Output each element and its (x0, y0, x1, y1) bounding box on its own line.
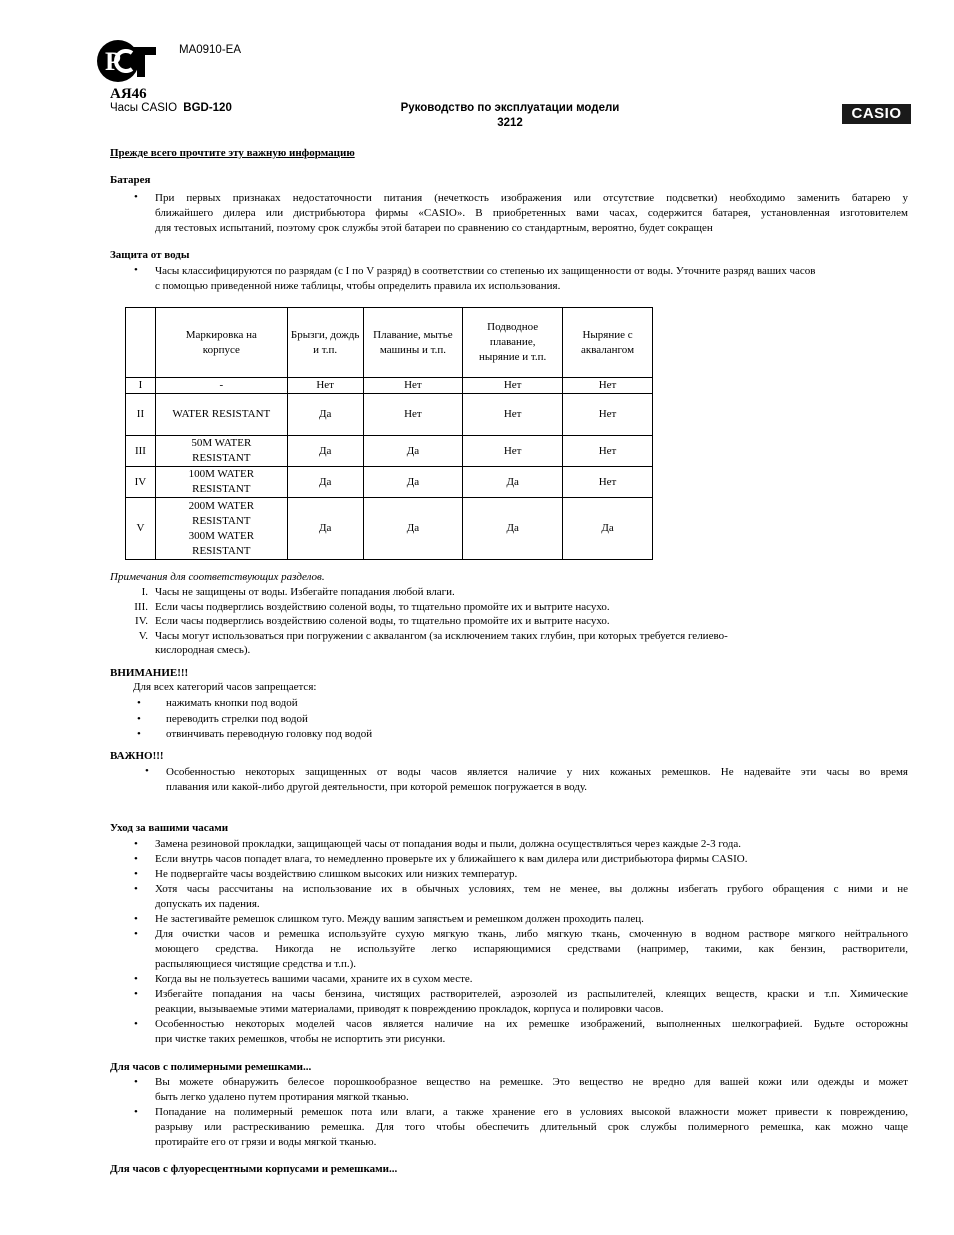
table-cell: WATER RESISTANT (155, 394, 287, 436)
table-cell: Да (363, 436, 463, 467)
care-list (110, 837, 908, 1047)
casio-logo: CASIO (842, 104, 911, 124)
table-cell: Нет (287, 378, 363, 394)
list-item-text: нажимать кнопки под водой (166, 697, 298, 709)
fluorescent-heading: Для часов с флуоресцентными корпусами и ремешками... (110, 1163, 398, 1175)
table-cell: III (126, 436, 156, 467)
text-line: при чистке таких ремешков, чтобы не испортить эти рисунки. (155, 1033, 446, 1045)
doc-code: MA0910-EA (179, 44, 242, 56)
table-cell: Да (363, 498, 463, 560)
table-cell: 100M WATER RESISTANT (155, 467, 287, 498)
list-item-text: переводить стрелки под водой (166, 712, 308, 725)
table-cell: Нет (463, 394, 563, 436)
table-row (126, 436, 653, 467)
table-row (126, 394, 653, 436)
table-header-cell: Брызги, дождь и т.п. (287, 308, 363, 378)
bullet-icon: • (137, 697, 141, 709)
important-heading: ВАЖНО!!! (110, 750, 164, 762)
table-cell: Да (463, 498, 563, 560)
svg-text:Р: Р (105, 47, 121, 76)
cert-code: АЯ46 (110, 86, 147, 102)
table-cell: Нет (563, 378, 653, 394)
text-line: Вы можете обнаружить белесое порошкообразное вещество на ремешке. Это вещество не вредно для вашей кожи или одежды и может (155, 1076, 908, 1088)
table-cell: Да (563, 498, 653, 560)
bullet-icon: • (134, 928, 138, 940)
battery-heading: Батарея (110, 174, 151, 186)
text-line: протирайте его от грязи и воды мягкой тканью. (155, 1136, 377, 1148)
table-cell: - (155, 378, 287, 394)
note-item (110, 614, 830, 629)
table-cell: Нет (563, 467, 653, 498)
text-line: разрыву или растрескиванию ремешка. Для того чтобы обеспечить длительный срок службы полимерного ремешка, как можно чаще (155, 1121, 908, 1133)
list-item (110, 837, 908, 852)
table-cell: Да (287, 498, 363, 560)
manual-title: Руководство по эксплуатации модели (400, 102, 620, 114)
bullet-icon: • (145, 765, 149, 777)
bullet-icon: • (134, 1106, 138, 1118)
list-item (110, 1017, 908, 1047)
table-cell: 50M WATER RESISTANT (155, 436, 287, 467)
list-item (110, 927, 908, 972)
table-cell: Нет (463, 378, 563, 394)
note-number: V. (138, 629, 148, 642)
table-header-cell: Ныряние с аквалангом (563, 308, 653, 378)
text-line: плавания или какой-либо другой деятельности, при которой ремешок погружается в воду. (166, 781, 588, 793)
attention-heading: ВНИМАНИЕ!!! (110, 667, 189, 679)
text-line: Избегайте попадания на часы бензина, чистящих растворителей, аэрозолей из распылителей, клеящих веществ, краски и т.п. Химические (155, 988, 908, 1000)
notes-list (110, 585, 830, 658)
text-line: Попадание на полимерный ремешок пота или влаги, а также хранение его в условиях высокой влажности может привести к повреждению, (155, 1106, 908, 1118)
text-line: Когда вы не пользуетесь вашими часами, храните их в сухом месте. (155, 973, 473, 985)
battery-text (155, 191, 908, 236)
note-number: III. (134, 600, 148, 613)
manual-model: 3212 (497, 117, 523, 129)
attention-intro: Для всех категорий часов запрещается: (133, 681, 317, 693)
note-item (110, 643, 830, 658)
list-item (110, 987, 908, 1017)
bullet-icon: • (134, 191, 138, 203)
table-cell: Да (363, 467, 463, 498)
note-text: Часы не защищены от воды. Избегайте попадания любой влаги. (155, 586, 455, 598)
certification-logo (96, 37, 160, 85)
table-header-cell: Плавание, мытье машины и т.п. (363, 308, 463, 378)
table-row (126, 378, 653, 394)
note-number: I. (141, 586, 148, 598)
table-cell: V (126, 498, 156, 560)
table-cell: Нет (563, 394, 653, 436)
table-cell: Нет (463, 436, 563, 467)
text-line: для тестовых испытаний, поэтому срок службы этой батареи по сравнению со стандартным, вероятно, будет сокращен (155, 222, 713, 234)
text-line: Не застегивайте ремешок слишком туго. Между вашим запястьем и ремешком должен проходить палец. (155, 913, 644, 925)
table-row (126, 498, 653, 560)
text-line: При первых признаках недостаточности питания (нечеткость изображения или отсутствие подсветки) необходимо заменить батарею у (155, 192, 908, 204)
bullet-icon: • (134, 973, 138, 985)
bullet-icon: • (134, 853, 138, 865)
note-item (110, 600, 830, 615)
water-resistance-table (125, 307, 653, 560)
text-line: с помощью приведенной ниже таблицы, чтобы определить правила их использования. (155, 280, 561, 292)
text-line: распыляющиеся чистящие средства и т.п.). (155, 958, 357, 970)
bullet-icon: • (134, 883, 138, 895)
watch-prefix: Часы CASIO (110, 102, 178, 114)
bullet-icon: • (134, 868, 138, 880)
note-number: IV. (135, 615, 148, 627)
table-cell: I (126, 378, 156, 394)
table-cell: IV (126, 467, 156, 498)
note-text: Если часы подверглись воздействию соленой воды, то тщательно промойте их и вытрите насухо. (155, 615, 610, 627)
water-text (155, 264, 908, 294)
table-cell: Да (287, 436, 363, 467)
bullet-icon: • (134, 264, 138, 276)
list-item (110, 912, 908, 927)
note-item (110, 629, 830, 644)
text-line: допускать их падения. (155, 898, 260, 910)
table-row (126, 467, 653, 498)
table-cell: Да (463, 467, 563, 498)
text-line: Если внутрь часов попадет влага, то немедленно проверьте их у ближайшего к вам дилера или дистрибьютора фирмы CASIO. (155, 853, 748, 865)
table-cell: II (126, 394, 156, 436)
table-cell: 200M WATER RESISTANT 300M WATER RESISTANT (155, 498, 287, 560)
list-item (110, 1075, 908, 1105)
bullet-icon: • (137, 728, 141, 740)
bullet-icon: • (137, 712, 141, 725)
important-text (166, 765, 908, 795)
text-line: ближайшего дилера или дистрибьютора фирмы «CASIO». В приобретенных вами часах, содержится батарея, установленная изготовителем (155, 207, 908, 219)
text-line: моющего средства. Никогда не используйте легко испаряющимися средствами (например, такими, как бензин, растворители, (155, 943, 908, 955)
list-item (110, 972, 908, 987)
table-cell: Да (287, 467, 363, 498)
intro-heading: Прежде всего прочтите эту важную информацию (110, 147, 355, 159)
polymer-list (110, 1075, 908, 1150)
note-text: кислородная смесь). (155, 644, 251, 656)
list-item-text: отвинчивать переводную головку под водой (166, 728, 373, 740)
list-item (110, 882, 908, 912)
water-heading: Защита от воды (110, 249, 190, 261)
table-cell: Нет (363, 378, 463, 394)
notes-heading: Примечания для соответствующих разделов. (110, 571, 325, 583)
text-line: Замена резиновой прокладки, защищающей часы от попадания воды и пыли, должна осуществляться через каждые 2-3 года. (155, 838, 741, 850)
text-line: Для очистки часов и ремешка используйте сухую мягкую ткань, либо мягкую ткань, смоченную в водном растворе мягкого нейтрального (155, 928, 908, 940)
text-line: быть легко удалено путем протирания мягкой тканью. (155, 1091, 409, 1103)
table-header-cell: Маркировка на корпусе (155, 308, 287, 378)
text-line: Хотя часы рассчитаны на использование их в обычных условиях, тем не менее, вы должны избегать грубого обращения с ними и не (155, 883, 908, 895)
text-line: Особенностью некоторых моделей часов является наличие на их ремешке изображений, выполненных шелкографией. Будьте осторожны (155, 1018, 908, 1030)
care-heading: Уход за вашими часами (110, 822, 229, 834)
list-item (110, 867, 908, 882)
table-header-row (126, 308, 653, 378)
bullet-icon: • (134, 988, 138, 1000)
list-item (110, 852, 908, 867)
note-item (110, 585, 830, 600)
watch-model: BGD-120 (183, 102, 232, 114)
note-text: Если часы подверглись воздействию соленой воды, то тщательно промойте их и вытрите насухо. (155, 600, 610, 613)
list-item (110, 1105, 908, 1150)
table-header-cell: Подводное плавание, ныряние и т.п. (463, 308, 563, 378)
note-text: Часы могут использоваться при погружении с аквалангом (за исключением таких глубин, при которых требуется гелиево- (155, 629, 728, 642)
bullet-icon: • (134, 913, 138, 925)
text-line: Не подвергайте часы воздействию слишком высоких или низких температур. (155, 868, 518, 880)
table-header-cell (126, 308, 156, 378)
table-cell: Да (287, 394, 363, 436)
text-line: Особенностью некоторых защищенных от воды часов является наличие у них кожаных ремешков. Не надевайте эти часы во время (166, 766, 908, 778)
watch-title (110, 102, 232, 114)
bullet-icon: • (134, 838, 138, 850)
bullet-icon: • (134, 1076, 138, 1088)
text-line: Часы классифицируются по разрядам (с I по V разряд) в соответствии со степенью их защищенности от воды. Уточните разряд ваших часов (155, 265, 816, 277)
text-line: реакции, вызываемые этими материалами, приводят к повреждению прокладок, корпуса и полировки часов. (155, 1003, 664, 1015)
table-cell: Нет (363, 394, 463, 436)
polymer-heading: Для часов с полимерными ремешками... (110, 1061, 312, 1073)
bullet-icon: • (134, 1018, 138, 1030)
table-cell: Нет (563, 436, 653, 467)
